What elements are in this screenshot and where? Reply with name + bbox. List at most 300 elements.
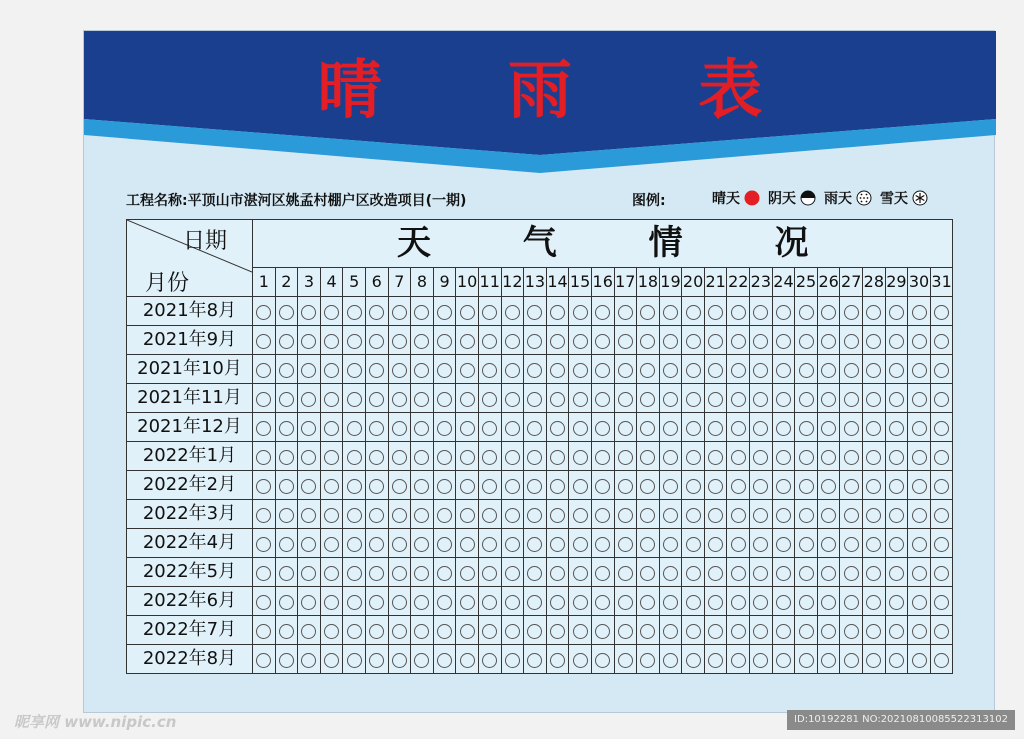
weather-cell[interactable]: [298, 326, 321, 355]
weather-mark-circle[interactable]: [324, 392, 339, 407]
weather-mark-circle[interactable]: [369, 305, 384, 320]
weather-cell[interactable]: [365, 500, 388, 529]
weather-mark-circle[interactable]: [414, 363, 429, 378]
weather-mark-circle[interactable]: [324, 479, 339, 494]
weather-mark-circle[interactable]: [595, 653, 610, 668]
weather-cell[interactable]: [840, 616, 863, 645]
weather-cell[interactable]: [411, 645, 434, 674]
weather-mark-circle[interactable]: [573, 653, 588, 668]
weather-cell[interactable]: [817, 413, 840, 442]
weather-mark-circle[interactable]: [731, 392, 746, 407]
weather-mark-circle[interactable]: [686, 653, 701, 668]
weather-cell[interactable]: [253, 587, 276, 616]
weather-mark-circle[interactable]: [618, 392, 633, 407]
weather-mark-circle[interactable]: [301, 537, 316, 552]
weather-mark-circle[interactable]: [527, 595, 542, 610]
weather-mark-circle[interactable]: [799, 508, 814, 523]
weather-mark-circle[interactable]: [460, 363, 475, 378]
weather-cell[interactable]: [817, 442, 840, 471]
weather-mark-circle[interactable]: [708, 537, 723, 552]
weather-cell[interactable]: [682, 471, 705, 500]
weather-cell[interactable]: [388, 413, 411, 442]
weather-mark-circle[interactable]: [640, 595, 655, 610]
weather-mark-circle[interactable]: [256, 508, 271, 523]
weather-mark-circle[interactable]: [279, 305, 294, 320]
weather-cell[interactable]: [614, 529, 637, 558]
weather-mark-circle[interactable]: [708, 392, 723, 407]
weather-mark-circle[interactable]: [686, 479, 701, 494]
weather-mark-circle[interactable]: [799, 392, 814, 407]
weather-cell[interactable]: [298, 587, 321, 616]
weather-mark-circle[interactable]: [821, 450, 836, 465]
weather-mark-circle[interactable]: [776, 537, 791, 552]
weather-mark-circle[interactable]: [686, 305, 701, 320]
weather-cell[interactable]: [614, 384, 637, 413]
weather-mark-circle[interactable]: [934, 566, 949, 581]
weather-mark-circle[interactable]: [663, 566, 678, 581]
weather-cell[interactable]: [433, 616, 456, 645]
weather-mark-circle[interactable]: [550, 653, 565, 668]
weather-cell[interactable]: [365, 645, 388, 674]
weather-mark-circle[interactable]: [414, 566, 429, 581]
weather-cell[interactable]: [275, 500, 298, 529]
weather-cell[interactable]: [411, 384, 434, 413]
weather-cell[interactable]: [795, 297, 818, 326]
weather-cell[interactable]: [546, 384, 569, 413]
weather-mark-circle[interactable]: [482, 305, 497, 320]
weather-cell[interactable]: [637, 471, 660, 500]
weather-cell[interactable]: [908, 471, 931, 500]
weather-cell[interactable]: [682, 413, 705, 442]
weather-mark-circle[interactable]: [505, 392, 520, 407]
weather-cell[interactable]: [930, 413, 953, 442]
weather-mark-circle[interactable]: [279, 392, 294, 407]
weather-mark-circle[interactable]: [369, 508, 384, 523]
weather-cell[interactable]: [501, 500, 524, 529]
weather-cell[interactable]: [298, 529, 321, 558]
weather-mark-circle[interactable]: [573, 363, 588, 378]
weather-cell[interactable]: [298, 384, 321, 413]
weather-cell[interactable]: [478, 384, 501, 413]
weather-cell[interactable]: [750, 645, 773, 674]
weather-cell[interactable]: [750, 326, 773, 355]
weather-cell[interactable]: [908, 645, 931, 674]
weather-cell[interactable]: [772, 442, 795, 471]
weather-mark-circle[interactable]: [663, 653, 678, 668]
weather-mark-circle[interactable]: [437, 508, 452, 523]
weather-mark-circle[interactable]: [301, 363, 316, 378]
weather-cell[interactable]: [569, 500, 592, 529]
weather-cell[interactable]: [569, 645, 592, 674]
weather-cell[interactable]: [637, 558, 660, 587]
weather-mark-circle[interactable]: [708, 508, 723, 523]
weather-mark-circle[interactable]: [776, 305, 791, 320]
weather-cell[interactable]: [840, 442, 863, 471]
weather-mark-circle[interactable]: [753, 363, 768, 378]
weather-mark-circle[interactable]: [324, 305, 339, 320]
weather-mark-circle[interactable]: [279, 566, 294, 581]
weather-mark-circle[interactable]: [527, 537, 542, 552]
weather-mark-circle[interactable]: [934, 624, 949, 639]
weather-cell[interactable]: [343, 529, 366, 558]
weather-mark-circle[interactable]: [482, 450, 497, 465]
weather-mark-circle[interactable]: [776, 653, 791, 668]
weather-cell[interactable]: [298, 442, 321, 471]
weather-mark-circle[interactable]: [301, 421, 316, 436]
weather-mark-circle[interactable]: [595, 305, 610, 320]
weather-mark-circle[interactable]: [460, 653, 475, 668]
weather-cell[interactable]: [388, 471, 411, 500]
weather-mark-circle[interactable]: [640, 624, 655, 639]
weather-cell[interactable]: [840, 326, 863, 355]
weather-mark-circle[interactable]: [279, 537, 294, 552]
weather-cell[interactable]: [908, 500, 931, 529]
weather-mark-circle[interactable]: [844, 450, 859, 465]
weather-mark-circle[interactable]: [279, 450, 294, 465]
weather-mark-circle[interactable]: [844, 334, 859, 349]
weather-cell[interactable]: [388, 297, 411, 326]
weather-mark-circle[interactable]: [324, 508, 339, 523]
weather-cell[interactable]: [863, 500, 886, 529]
weather-mark-circle[interactable]: [753, 421, 768, 436]
weather-mark-circle[interactable]: [301, 392, 316, 407]
weather-mark-circle[interactable]: [663, 595, 678, 610]
weather-cell[interactable]: [433, 442, 456, 471]
weather-cell[interactable]: [546, 355, 569, 384]
weather-mark-circle[interactable]: [618, 508, 633, 523]
weather-cell[interactable]: [637, 413, 660, 442]
weather-cell[interactable]: [637, 355, 660, 384]
weather-mark-circle[interactable]: [889, 537, 904, 552]
weather-cell[interactable]: [298, 616, 321, 645]
weather-cell[interactable]: [298, 645, 321, 674]
weather-cell[interactable]: [569, 384, 592, 413]
weather-mark-circle[interactable]: [844, 421, 859, 436]
weather-cell[interactable]: [411, 297, 434, 326]
weather-mark-circle[interactable]: [686, 537, 701, 552]
weather-cell[interactable]: [795, 471, 818, 500]
weather-cell[interactable]: [885, 413, 908, 442]
weather-mark-circle[interactable]: [618, 421, 633, 436]
weather-mark-circle[interactable]: [889, 479, 904, 494]
weather-cell[interactable]: [253, 442, 276, 471]
weather-mark-circle[interactable]: [460, 595, 475, 610]
weather-mark-circle[interactable]: [414, 305, 429, 320]
weather-cell[interactable]: [343, 616, 366, 645]
weather-cell[interactable]: [863, 471, 886, 500]
weather-cell[interactable]: [343, 587, 366, 616]
weather-mark-circle[interactable]: [776, 392, 791, 407]
weather-cell[interactable]: [478, 297, 501, 326]
weather-mark-circle[interactable]: [482, 537, 497, 552]
weather-cell[interactable]: [501, 355, 524, 384]
weather-cell[interactable]: [772, 384, 795, 413]
weather-mark-circle[interactable]: [279, 334, 294, 349]
weather-cell[interactable]: [343, 471, 366, 500]
weather-mark-circle[interactable]: [392, 363, 407, 378]
weather-mark-circle[interactable]: [550, 479, 565, 494]
weather-mark-circle[interactable]: [505, 479, 520, 494]
weather-mark-circle[interactable]: [595, 508, 610, 523]
weather-cell[interactable]: [659, 442, 682, 471]
weather-cell[interactable]: [682, 645, 705, 674]
weather-cell[interactable]: [546, 616, 569, 645]
weather-cell[interactable]: [772, 297, 795, 326]
weather-cell[interactable]: [772, 645, 795, 674]
weather-cell[interactable]: [750, 529, 773, 558]
weather-cell[interactable]: [320, 558, 343, 587]
weather-mark-circle[interactable]: [595, 624, 610, 639]
weather-mark-circle[interactable]: [573, 508, 588, 523]
weather-mark-circle[interactable]: [437, 334, 452, 349]
weather-mark-circle[interactable]: [573, 566, 588, 581]
weather-mark-circle[interactable]: [392, 305, 407, 320]
weather-cell[interactable]: [750, 297, 773, 326]
weather-cell[interactable]: [478, 616, 501, 645]
weather-cell[interactable]: [456, 297, 479, 326]
weather-cell[interactable]: [478, 413, 501, 442]
weather-cell[interactable]: [750, 384, 773, 413]
weather-cell[interactable]: [637, 326, 660, 355]
weather-mark-circle[interactable]: [369, 421, 384, 436]
weather-mark-circle[interactable]: [912, 508, 927, 523]
weather-mark-circle[interactable]: [505, 334, 520, 349]
weather-cell[interactable]: [524, 384, 547, 413]
weather-mark-circle[interactable]: [776, 595, 791, 610]
weather-mark-circle[interactable]: [640, 392, 655, 407]
weather-cell[interactable]: [546, 442, 569, 471]
weather-mark-circle[interactable]: [437, 537, 452, 552]
weather-mark-circle[interactable]: [369, 653, 384, 668]
weather-mark-circle[interactable]: [324, 363, 339, 378]
weather-cell[interactable]: [456, 500, 479, 529]
weather-mark-circle[interactable]: [414, 479, 429, 494]
weather-cell[interactable]: [275, 471, 298, 500]
weather-cell[interactable]: [795, 587, 818, 616]
weather-mark-circle[interactable]: [392, 508, 407, 523]
weather-mark-circle[interactable]: [527, 305, 542, 320]
weather-mark-circle[interactable]: [414, 334, 429, 349]
weather-mark-circle[interactable]: [640, 450, 655, 465]
weather-cell[interactable]: [320, 326, 343, 355]
weather-cell[interactable]: [930, 355, 953, 384]
weather-cell[interactable]: [501, 558, 524, 587]
weather-cell[interactable]: [365, 616, 388, 645]
weather-cell[interactable]: [863, 616, 886, 645]
weather-cell[interactable]: [840, 355, 863, 384]
weather-cell[interactable]: [411, 326, 434, 355]
weather-cell[interactable]: [930, 384, 953, 413]
weather-cell[interactable]: [365, 471, 388, 500]
weather-mark-circle[interactable]: [934, 363, 949, 378]
weather-mark-circle[interactable]: [595, 421, 610, 436]
weather-mark-circle[interactable]: [934, 334, 949, 349]
weather-mark-circle[interactable]: [776, 421, 791, 436]
weather-mark-circle[interactable]: [799, 363, 814, 378]
weather-cell[interactable]: [704, 587, 727, 616]
weather-cell[interactable]: [908, 529, 931, 558]
weather-cell[interactable]: [320, 442, 343, 471]
weather-cell[interactable]: [795, 616, 818, 645]
weather-mark-circle[interactable]: [912, 421, 927, 436]
weather-mark-circle[interactable]: [934, 392, 949, 407]
weather-mark-circle[interactable]: [866, 624, 881, 639]
weather-mark-circle[interactable]: [369, 363, 384, 378]
weather-cell[interactable]: [930, 471, 953, 500]
weather-cell[interactable]: [478, 326, 501, 355]
weather-mark-circle[interactable]: [753, 305, 768, 320]
weather-mark-circle[interactable]: [889, 566, 904, 581]
weather-cell[interactable]: [253, 645, 276, 674]
weather-cell[interactable]: [275, 413, 298, 442]
weather-mark-circle[interactable]: [640, 334, 655, 349]
weather-mark-circle[interactable]: [663, 392, 678, 407]
weather-cell[interactable]: [456, 645, 479, 674]
weather-cell[interactable]: [885, 616, 908, 645]
weather-mark-circle[interactable]: [618, 305, 633, 320]
weather-cell[interactable]: [320, 355, 343, 384]
weather-mark-circle[interactable]: [799, 595, 814, 610]
weather-cell[interactable]: [365, 529, 388, 558]
weather-cell[interactable]: [411, 471, 434, 500]
weather-cell[interactable]: [275, 384, 298, 413]
weather-mark-circle[interactable]: [437, 450, 452, 465]
weather-mark-circle[interactable]: [573, 624, 588, 639]
weather-cell[interactable]: [433, 413, 456, 442]
weather-cell[interactable]: [908, 355, 931, 384]
weather-mark-circle[interactable]: [527, 392, 542, 407]
weather-mark-circle[interactable]: [889, 392, 904, 407]
weather-mark-circle[interactable]: [663, 334, 678, 349]
weather-mark-circle[interactable]: [776, 624, 791, 639]
weather-mark-circle[interactable]: [844, 479, 859, 494]
weather-mark-circle[interactable]: [573, 479, 588, 494]
weather-mark-circle[interactable]: [753, 566, 768, 581]
weather-cell[interactable]: [727, 500, 750, 529]
weather-cell[interactable]: [682, 384, 705, 413]
weather-mark-circle[interactable]: [663, 508, 678, 523]
weather-cell[interactable]: [456, 616, 479, 645]
weather-cell[interactable]: [365, 587, 388, 616]
weather-mark-circle[interactable]: [708, 653, 723, 668]
weather-mark-circle[interactable]: [256, 334, 271, 349]
weather-cell[interactable]: [704, 471, 727, 500]
weather-cell[interactable]: [298, 297, 321, 326]
weather-mark-circle[interactable]: [663, 479, 678, 494]
weather-mark-circle[interactable]: [844, 566, 859, 581]
weather-cell[interactable]: [704, 326, 727, 355]
weather-cell[interactable]: [569, 297, 592, 326]
weather-cell[interactable]: [569, 529, 592, 558]
weather-mark-circle[interactable]: [618, 566, 633, 581]
weather-cell[interactable]: [659, 616, 682, 645]
weather-cell[interactable]: [546, 297, 569, 326]
weather-cell[interactable]: [478, 558, 501, 587]
weather-mark-circle[interactable]: [912, 392, 927, 407]
weather-cell[interactable]: [750, 471, 773, 500]
weather-mark-circle[interactable]: [301, 653, 316, 668]
weather-mark-circle[interactable]: [934, 537, 949, 552]
weather-mark-circle[interactable]: [686, 595, 701, 610]
weather-mark-circle[interactable]: [640, 508, 655, 523]
weather-mark-circle[interactable]: [866, 479, 881, 494]
weather-cell[interactable]: [411, 500, 434, 529]
weather-cell[interactable]: [795, 500, 818, 529]
weather-cell[interactable]: [885, 471, 908, 500]
weather-cell[interactable]: [795, 326, 818, 355]
weather-mark-circle[interactable]: [889, 595, 904, 610]
weather-cell[interactable]: [885, 558, 908, 587]
weather-cell[interactable]: [275, 297, 298, 326]
weather-cell[interactable]: [863, 587, 886, 616]
weather-cell[interactable]: [885, 587, 908, 616]
weather-mark-circle[interactable]: [753, 392, 768, 407]
weather-cell[interactable]: [365, 413, 388, 442]
weather-cell[interactable]: [546, 558, 569, 587]
weather-mark-circle[interactable]: [437, 392, 452, 407]
weather-mark-circle[interactable]: [686, 421, 701, 436]
weather-cell[interactable]: [501, 413, 524, 442]
weather-mark-circle[interactable]: [934, 595, 949, 610]
weather-cell[interactable]: [614, 326, 637, 355]
weather-mark-circle[interactable]: [889, 450, 904, 465]
weather-cell[interactable]: [546, 326, 569, 355]
weather-mark-circle[interactable]: [437, 653, 452, 668]
weather-mark-circle[interactable]: [799, 479, 814, 494]
weather-cell[interactable]: [930, 500, 953, 529]
weather-mark-circle[interactable]: [573, 305, 588, 320]
weather-cell[interactable]: [659, 326, 682, 355]
weather-cell[interactable]: [885, 355, 908, 384]
weather-cell[interactable]: [501, 587, 524, 616]
weather-mark-circle[interactable]: [731, 334, 746, 349]
weather-mark-circle[interactable]: [595, 537, 610, 552]
weather-cell[interactable]: [501, 616, 524, 645]
weather-mark-circle[interactable]: [460, 479, 475, 494]
weather-cell[interactable]: [275, 558, 298, 587]
weather-cell[interactable]: [456, 587, 479, 616]
weather-cell[interactable]: [817, 500, 840, 529]
weather-mark-circle[interactable]: [663, 363, 678, 378]
weather-cell[interactable]: [840, 500, 863, 529]
weather-cell[interactable]: [885, 326, 908, 355]
weather-cell[interactable]: [524, 413, 547, 442]
weather-mark-circle[interactable]: [776, 450, 791, 465]
weather-cell[interactable]: [343, 413, 366, 442]
weather-cell[interactable]: [614, 355, 637, 384]
weather-cell[interactable]: [908, 297, 931, 326]
weather-mark-circle[interactable]: [686, 624, 701, 639]
weather-mark-circle[interactable]: [301, 334, 316, 349]
weather-cell[interactable]: [704, 616, 727, 645]
weather-cell[interactable]: [320, 587, 343, 616]
weather-mark-circle[interactable]: [821, 624, 836, 639]
weather-cell[interactable]: [546, 587, 569, 616]
weather-cell[interactable]: [501, 529, 524, 558]
weather-cell[interactable]: [682, 500, 705, 529]
weather-mark-circle[interactable]: [437, 566, 452, 581]
weather-cell[interactable]: [863, 297, 886, 326]
weather-mark-circle[interactable]: [934, 305, 949, 320]
weather-cell[interactable]: [682, 297, 705, 326]
weather-mark-circle[interactable]: [573, 537, 588, 552]
weather-mark-circle[interactable]: [369, 450, 384, 465]
weather-mark-circle[interactable]: [731, 305, 746, 320]
weather-cell[interactable]: [614, 558, 637, 587]
weather-cell[interactable]: [253, 616, 276, 645]
weather-cell[interactable]: [298, 471, 321, 500]
weather-cell[interactable]: [704, 413, 727, 442]
